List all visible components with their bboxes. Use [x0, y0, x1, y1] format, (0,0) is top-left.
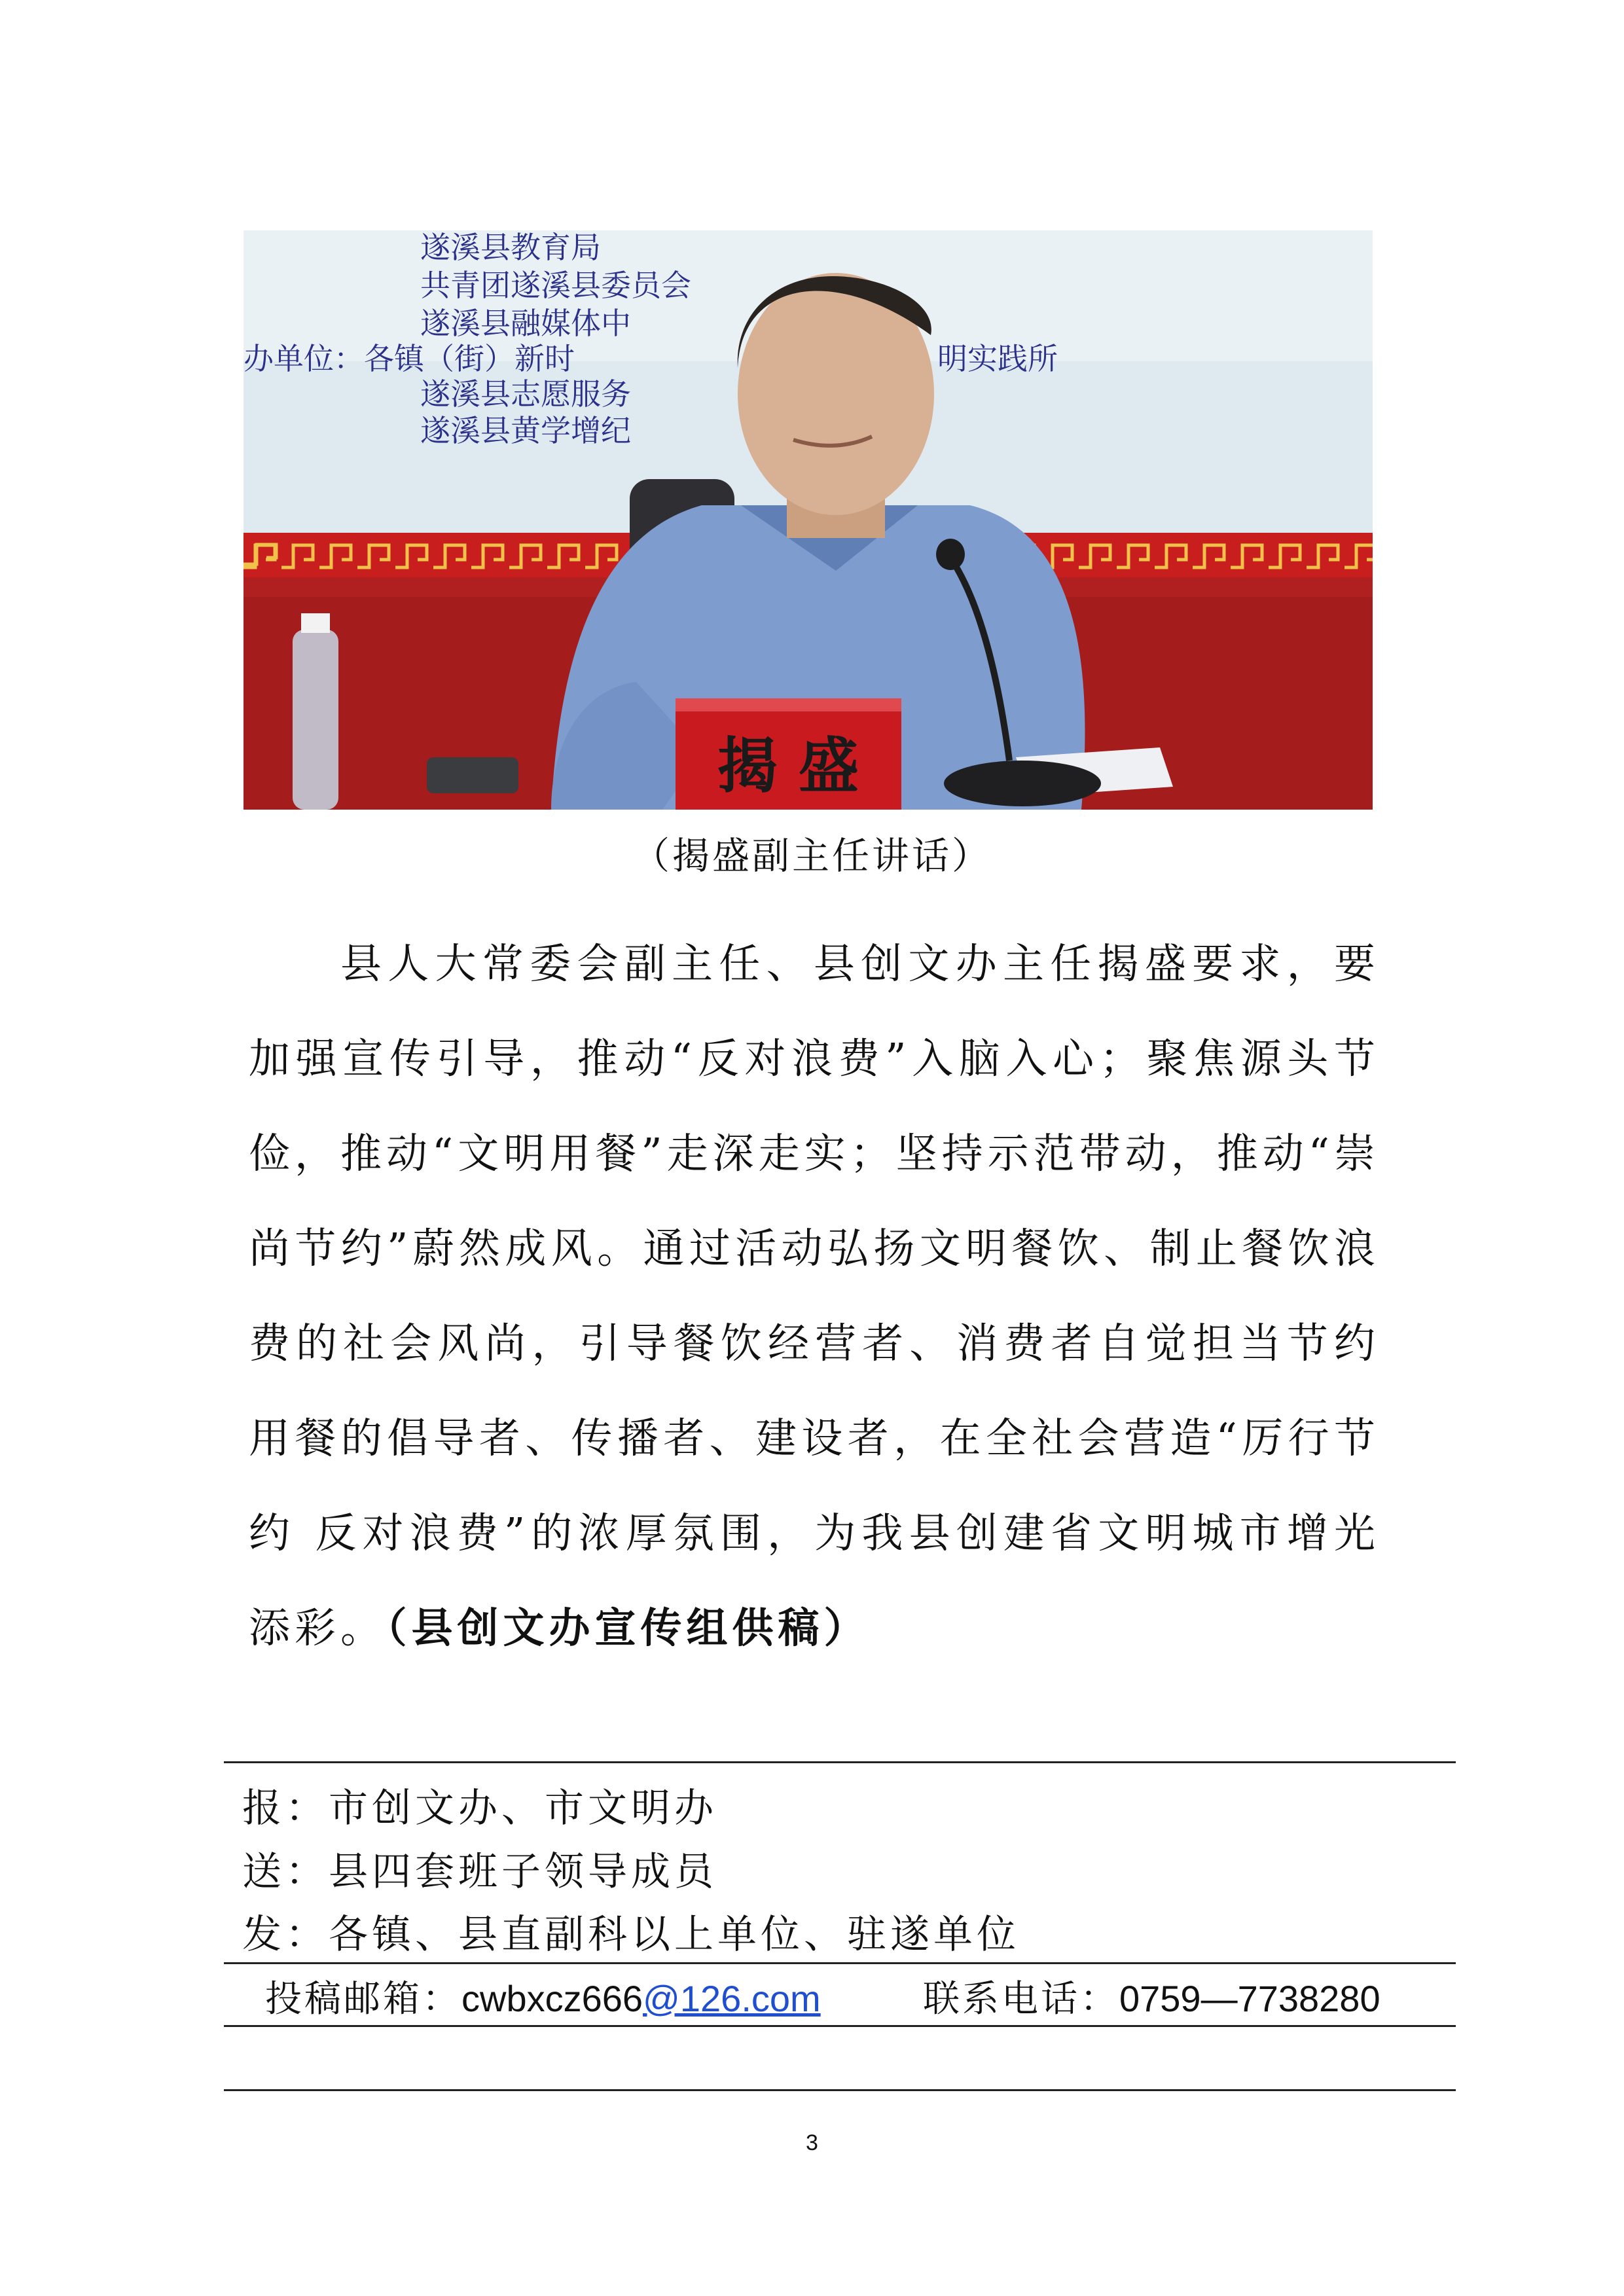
article-paragraph — [249, 916, 1380, 1676]
paragraph-text: 县人大常委会副主任、县创文办主任揭盛要求，要加强宣传引导，推动“反对浪费”入脑入心；聚焦源头节俭，推动“文明用餐”走深走实；坚持示范带动，推动“崇尚节约”蔚然成风。通过活动弘扬文明餐饮、制止餐饮浪费的社会风尚，引导餐饮经营者、消费者自觉担当节约用餐的倡导者、传播者、建设者，在全社会营造“厉行节约 反对浪费”的浓厚氛围，为我县创建省文明城市增光添彩。 — [249, 940, 1380, 1652]
email-label: 投稿邮箱： — [265, 1978, 461, 2020]
photo-caption: （揭盛副主任讲话） — [632, 834, 992, 878]
banner-line: 遂溪县融媒体中 — [420, 306, 631, 341]
banner-line: 明实践所 — [937, 341, 1058, 376]
divider — [224, 1962, 1456, 1964]
email-user: cwbxcz666 — [461, 1978, 643, 2019]
divider — [224, 2089, 1456, 2091]
banner-line: 遂溪县教育局 — [420, 230, 601, 265]
divider — [224, 1761, 1456, 1763]
phone-label: 联系电话： — [923, 1978, 1119, 2020]
phone-number: 0759—7738280 — [1119, 1978, 1380, 2019]
nameplate-text: 揭 盛 — [717, 730, 859, 801]
speaker-photo — [244, 230, 1373, 810]
banner-line: 办单位：各镇（街）新时 — [244, 341, 575, 376]
phone-group — [923, 1970, 1380, 2022]
send-line: 送：县四套班子领导成员 — [242, 1849, 717, 1895]
banner-line: 遂溪县志愿服务 — [420, 376, 631, 412]
source-note: （县创文办宣传组供稿） — [386, 1604, 870, 1652]
banner-line: 共青团遂溪县委员会 — [420, 268, 691, 303]
contact-line — [265, 1970, 1380, 2022]
report-line: 报：市创文办、市文明办 — [242, 1785, 717, 1831]
divider — [224, 2025, 1456, 2027]
issue-line: 发：各镇、县直副科以上单位、驻遂单位 — [242, 1912, 1020, 1958]
banner-line: 遂溪县黄学增纪 — [420, 413, 631, 448]
email-link[interactable]: @126.com — [643, 1978, 821, 2019]
page-number: 3 — [806, 2130, 818, 2155]
